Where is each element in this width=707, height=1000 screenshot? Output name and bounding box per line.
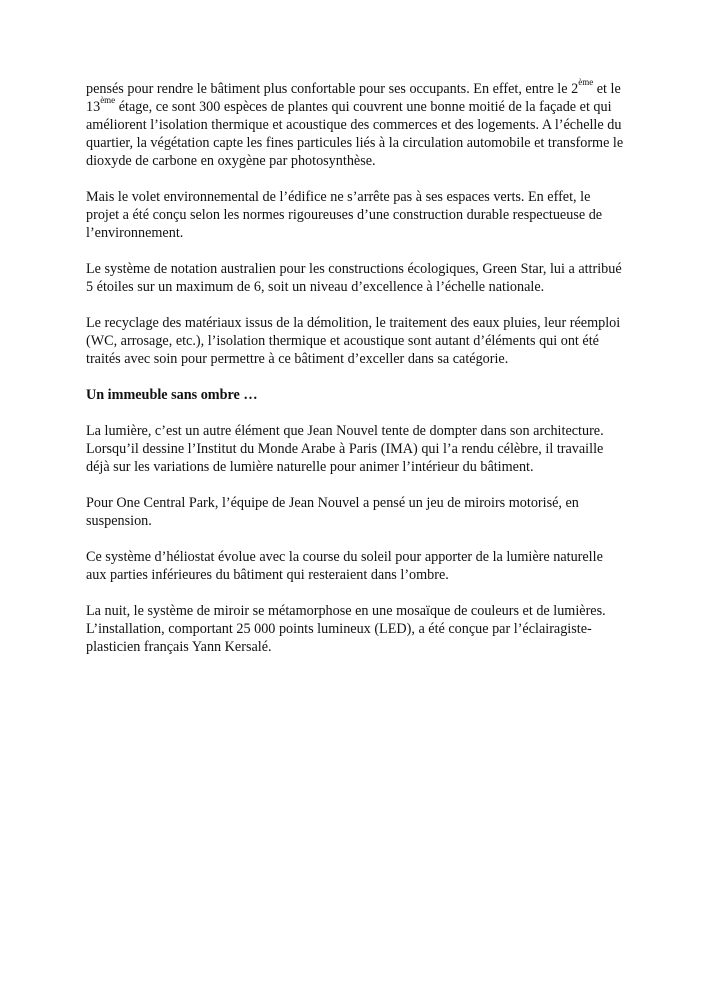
paragraph-vegetation-part-c: étage, ce sont 300 espèces de plantes qui couvrent une bonne moitié de la façade et qui améliorent l’isolation thermique et acoustique des commerces et des logements. A l’échelle du quartier, la végétation capte les fines particules liés à la circulation automobile et transforme le dioxyde de carbone en oxygène par photosynthèse. (86, 99, 624, 169)
ordinal-suffix-13th: ème (100, 95, 116, 106)
paragraph-light: La lumière, c’est un autre élément que Jean Nouvel tente de dompter dans son architecture. Lorsqu’il dessine l’Institut du Monde Arabe à Paris (IMA) qui l’a rendu célèbre, il travaille déjà sur les variations de lumière naturelle pour animer l’intérieur du bâtiment. (86, 423, 604, 475)
paragraph-environment: Mais le volet environnemental de l’édifice ne s’arrête pas à ses espaces verts. En effet, le projet a été conçu selon les normes rigoureuses d’une construction durable respectueuse de l’environnement. (86, 189, 603, 241)
paragraph-mirrors: Pour One Central Park, l’équipe de Jean Nouvel a pensé un jeu de miroirs motorisé, en suspension. (86, 495, 579, 529)
paragraph-heliostat: Ce système d’héliostat évolue avec la course du soleil pour apporter de la lumière naturelle aux parties inférieures du bâtiment qui resteraient dans l’ombre. (86, 549, 603, 583)
paragraph-vegetation-part-b: et le 13 (86, 81, 621, 115)
paragraph-vegetation-part-a: pensés pour rendre le bâtiment plus confortable pour ses occupants. En effet, entre le 2 (86, 81, 579, 97)
section-heading: Un immeuble sans ombre … (86, 387, 258, 403)
paragraph-vegetation (86, 77, 626, 170)
ordinal-suffix-2nd: ème (578, 77, 594, 88)
paragraph-green-star: Le système de notation australien pour les constructions écologiques, Green Star, lui a attribué 5 étoiles sur un maximum de 6, soit un niveau d’excellence à l’échelle nationale. (86, 261, 622, 295)
paragraph-recycling: Le recyclage des matériaux issus de la démolition, le traitement des eaux pluies, leur réemploi (WC, arrosage, etc.), l’isolation thermique et acoustique sont autant d’éléments qui ont été traités avec soin pour permettre à ce bâtiment d’exceller dans sa catégorie. (86, 315, 621, 367)
paragraph-night-lighting: La nuit, le système de miroir se métamorphose en une mosaïque de couleurs et de lumières. L’installation, comportant 25 000 points lumineux (LED), a été conçue par l’éclairagiste-plasticien français Yann Kersalé. (86, 603, 606, 655)
document-body (86, 77, 626, 674)
